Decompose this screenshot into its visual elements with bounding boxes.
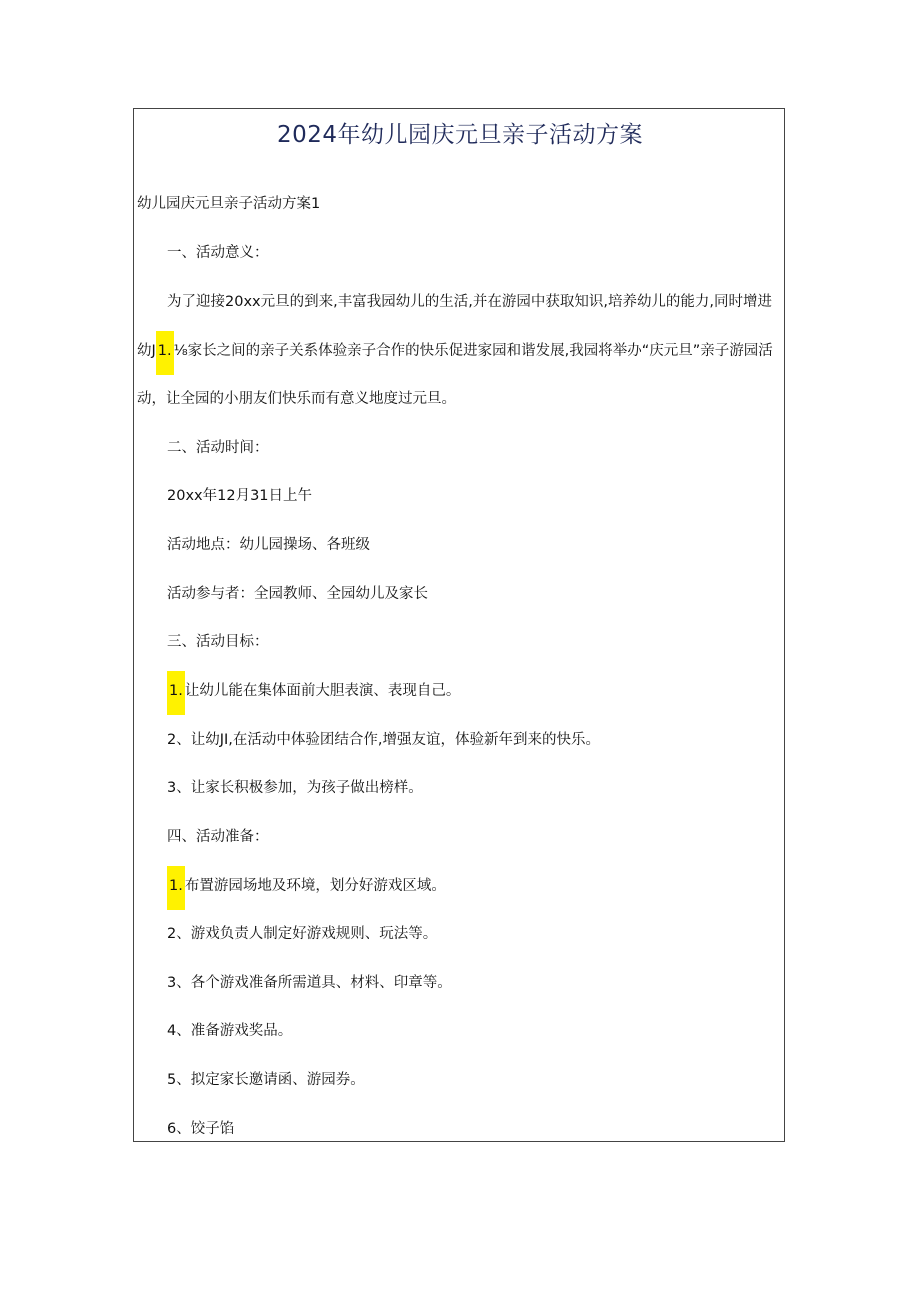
prep-item-4: 4、准备游戏奖品。 [167, 1023, 293, 1039]
subtitle: 幼儿园庆元旦亲子活动方案1 [137, 196, 321, 212]
section-heading-2: 二、活动时间： [167, 440, 269, 456]
paragraph-line-1: 为了迎接20xx元旦的到来,丰富我园幼儿的生活,并在游园中获取知识,培养幼儿的能力,同时增进 [167, 294, 773, 310]
goal-item-1-text: 让幼儿能在集体面前大胆表演、表现自己。 [184, 683, 461, 699]
activity-participants: 活动参与者：全园教师、全园幼儿及家长 [167, 586, 428, 602]
goal-item-1 [167, 681, 460, 715]
prep-item-1-text: 布置游园场地及环境，划分好游戏区域。 [184, 878, 446, 894]
section-heading-1: 一、活动意义： [167, 245, 269, 261]
goal-item-1-number: 1. [167, 671, 185, 715]
goal-item-2: 2、让幼JI,在活动中体验团结合作,增强友谊，体验新年到来的快乐。 [167, 732, 600, 748]
prep-item-2: 2、游戏负责人制定好游戏规则、玩法等。 [167, 926, 438, 942]
activity-time: 20xx年12月31日上午 [167, 488, 313, 504]
highlighted-marker: 1. [156, 331, 174, 375]
activity-place: 活动地点：幼儿园操场、各班级 [167, 537, 370, 553]
document-title: 2024年幼儿园庆元旦亲子活动方案 [276, 122, 644, 148]
section-heading-3: 三、活动目标： [167, 634, 269, 650]
paragraph-line-2-prefix: 幼J [137, 343, 156, 359]
goal-item-3: 3、让家长积极参加，为孩子做出榜样。 [167, 780, 423, 796]
prep-item-1-number: 1. [167, 866, 185, 910]
paragraph-line-3: 动，让全园的小朋友们快乐而有意义地度过元旦。 [137, 391, 456, 407]
paragraph-line-2 [137, 341, 773, 375]
prep-item-3: 3、各个游戏准备所需道具、材料、印章等。 [167, 975, 452, 991]
paragraph-line-2-text: ⅛家长之间的亲子关系体验亲子合作的快乐促进家园和谐发展,我园将举办“庆元旦”亲子游园活 [173, 343, 773, 359]
prep-item-5: 5、拟定家长邀请函、游园券。 [167, 1072, 365, 1088]
section-heading-4: 四、活动准备： [167, 829, 269, 845]
prep-item-1 [167, 876, 446, 910]
prep-item-6: 6、饺子馅 [167, 1121, 235, 1137]
